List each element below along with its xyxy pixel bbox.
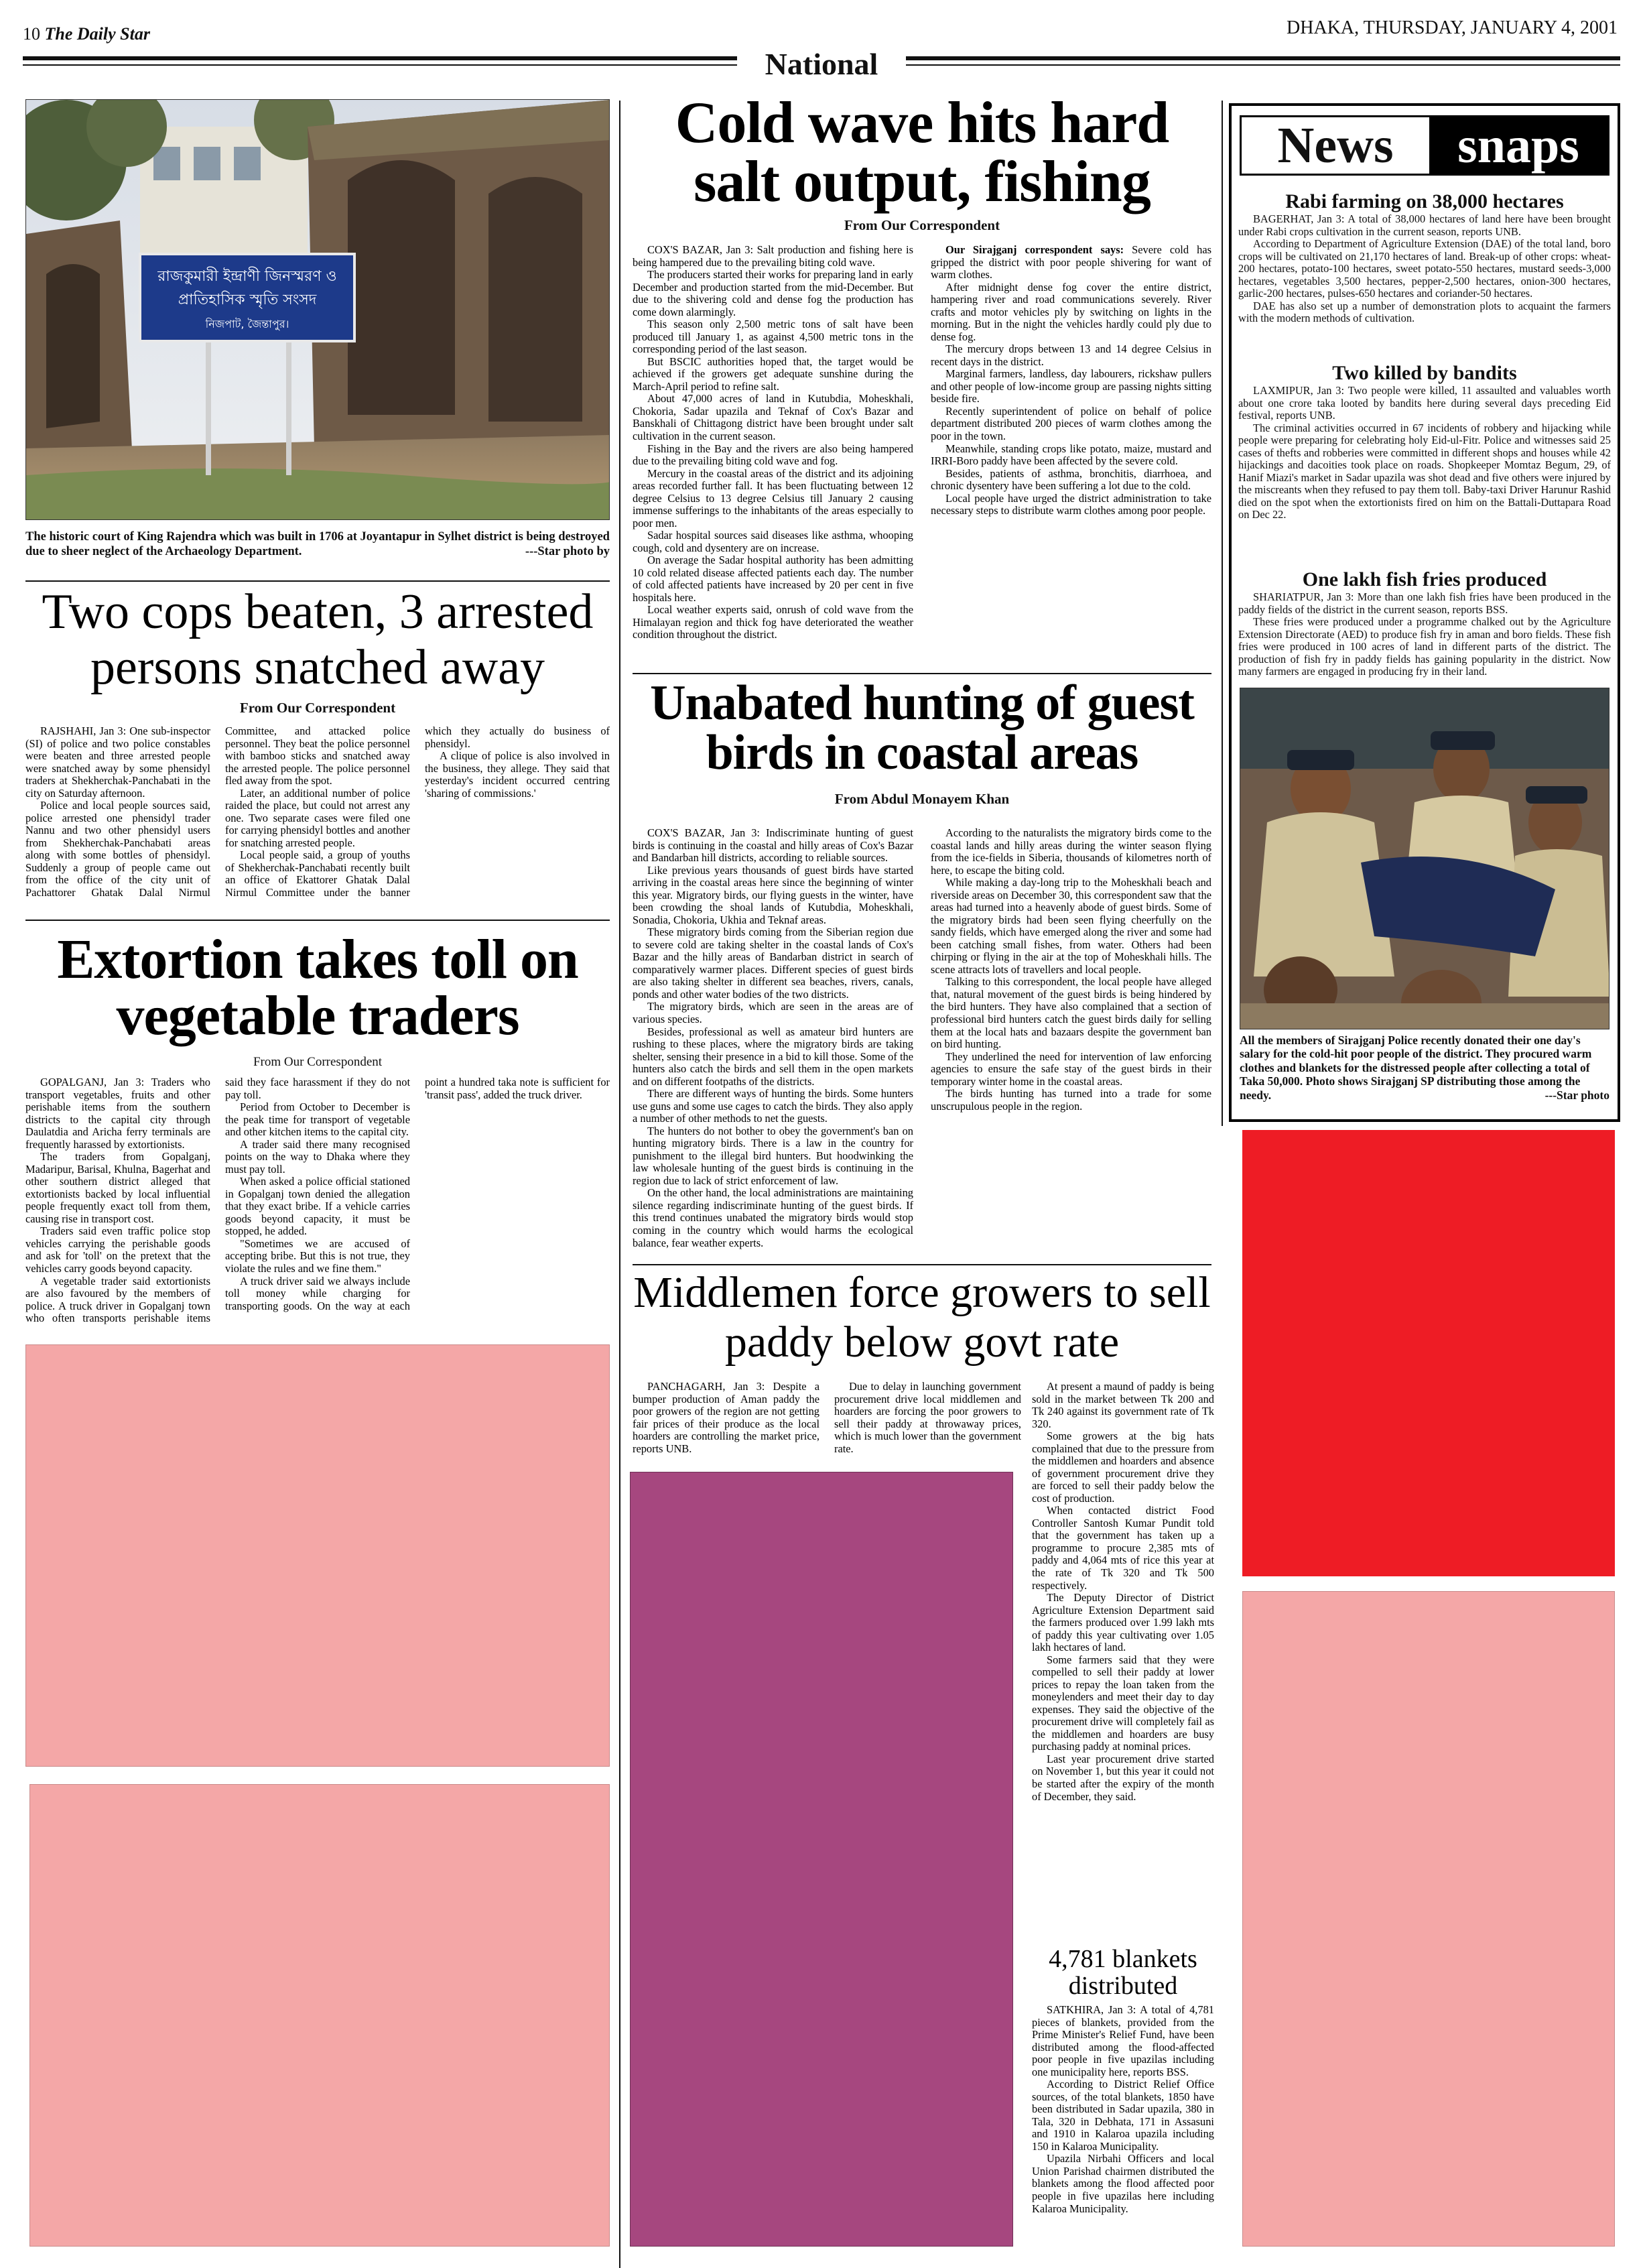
ad-block-left-top[interactable]	[25, 1344, 610, 1767]
paragraph: When asked a police official stationed in Gopalganj town denied the allegation that they exact bribe. If a vehicle carries goods beyond capacity, it must be stopped, he added.	[225, 1175, 410, 1238]
byline-birds: From Abdul Monayem Khan	[834, 791, 1010, 807]
paragraph: On the other hand, the local administrations are maintaining silence regarding indiscriminate hunting of the guest birds. If this trend continues unabated the migratory birds would stop coming in the country which would harms the ecological balance, fear weather experts.	[633, 1186, 913, 1249]
paragraph: This season only 2,500 metric tons of salt have been produced till January 1, as against 4,500 metric tons in the corresponding period of the last season.	[633, 318, 913, 356]
photo-credit: ---Star photo by	[525, 545, 610, 559]
paragraph: "Sometimes we are accused of accepting bribe. But this is not true, they violate the rules and we fine them."	[225, 1237, 410, 1275]
paragraph: But BSCIC authorities hoped that, the target would be achieved if the growers get adequate sunshine during the March-April period to refine salt.	[633, 355, 913, 393]
photo-sirajganj-police-image	[1240, 688, 1609, 1029]
paragraph: Besides, patients of asthma, bronchitis, diarrhoea, and chronic dysentery have been suffering a lot due to the cold.	[931, 466, 1211, 493]
paragraph: Besides, professional as well as amateur bird hunters are rushing to these places, where the migratory birds are taking shelter, sensing their presence in a bid to kill those. Some of the hunters also catch the birds and sell them in the open markets and on different footpaths of the districts.	[633, 1025, 913, 1088]
paragraph: Like previous years thousands of guest birds have started arriving in the coastal areas here since the beginning of winter this year. Migratory birds, our flying guests in the winter, have been crowding the shoal lands of Kutubdia, Moheskhali, Sonadia, Chokoria, Ukhia and Teknaf areas.	[633, 863, 913, 926]
snap-headline: Two killed by bandits	[1332, 362, 1517, 384]
paragraph: Due to delay in launching government procurement drive local middlemen and hoarders are forcing the poor growers to sell their paddy at throwaway prices, which is much lower than the government rate.	[834, 1381, 1021, 1455]
divider-mid-2	[633, 1264, 1211, 1265]
caption-text: The historic court of King Rajendra which was built in 1706 at Joyantapur in Sylhet district is being destroyed due to sheer neglect of the Archaeology Department.	[25, 530, 610, 559]
photo-historic-court-image	[26, 100, 610, 520]
paragraph: While making a day-long trip to the Moheskhali beach and riverside areas on December 30, this correspondent saw that the areas had turned into a heavenly abode of guest birds. Some of the migratory birds had been seen flying cheerfully on the sandy fields, which have emerged along the river and some had been catching small fishes, from water. Others had been chirping or flying in the air at the top of Moheskhali hills. The scene attracts lots of travellers and local people.	[931, 876, 1211, 976]
story-blankets-body	[1032, 2004, 1214, 2259]
paragraph: SHARIATPUR, Jan 3: More than one lakh fish fries have been produced in the paddy fields of the district in the current season, reports BSS.	[1238, 590, 1611, 616]
paragraph: Meanwhile, standing crops like potato, maize, mustard and IRRI-Boro paddy have been affected by the severe cold.	[931, 442, 1211, 468]
paragraph: A trader said there many recognised points on the way to Dhaka where they must pay toll.	[225, 1137, 410, 1176]
ad-block-magenta[interactable]	[630, 1472, 1013, 2247]
masthead: The Daily Star	[44, 24, 150, 44]
paragraph: About 47,000 acres of land in Kutubdia, Moheskhali, Chokoria, Sadar upazila and Teknaf of Cox's Bazar and Banskhali of Chittagong district have been brought under salt cultivation in the current season.	[633, 392, 913, 442]
news-snaps-title	[1240, 115, 1609, 176]
paragraph: BAGERHAT, Jan 3: A total of 38,000 hectares of land here have been brought under Rabi crops cultivation in the current season, reports UNB.	[1238, 212, 1611, 238]
paragraph: They underlined the need for intervention of law enforcing agencies to ensure the safe stay of the guest birds in their temporary winter home in the coastal areas.	[931, 1050, 1211, 1088]
paragraph: Upazila Nirbahi Officers and local Union Parishad chairmen distributed the blankets among the flood affected poor people in five upazilas here including Kalaroa Municipality.	[1032, 2152, 1214, 2215]
paragraph: The producers started their works for preparing land in early December and production started from the mid-December. But due to the shivering cold and dense fog the production has come down alarmingly.	[633, 268, 913, 318]
date-line: DHAKA, THURSDAY, JANUARY 4, 2001	[1287, 17, 1618, 38]
svg-text:প্রাতিহাসিক স্মৃতি সংসদ: প্রাতিহাসিক স্মৃতি সংসদ	[178, 292, 317, 308]
paragraph: LAXMIPUR, Jan 3: Two people were killed, 11 assaulted and valuables worth about one crore taka looted by bandits here during several days preceding Eid festival, reports UNB.	[1238, 384, 1611, 422]
paragraph: COX'S BAZAR, Jan 3: Indiscriminate hunting of guest birds is continuing in the coastal and hilly areas of Cox's Bazar and Bandarban hill districts, according to reliable sources.	[633, 827, 913, 865]
paragraph: There are different ways of hunting the birds. Some hunters use guns and some use cages to catch the birds. They also apply a number of other methods to net the guests.	[633, 1087, 913, 1125]
paragraph: COX'S BAZAR, Jan 3: Salt production and fishing here is being hampered due to the prevailing biting cold wave.	[633, 244, 913, 269]
column-divider-1	[619, 101, 620, 2268]
snap-body	[1238, 213, 1611, 325]
paragraph: Recently superintendent of police on behalf of police department distributed 200 pieces of warm clothes among the poor in the town.	[931, 404, 1211, 442]
headline-cops: Two cops beaten, 3 arrested persons snatched away	[42, 584, 594, 695]
divider-mid-1	[633, 673, 1211, 674]
paragraph: Traders said even traffic police stop vehicles carrying the perishable goods and ask for 'toll' on the pretext that the vehicles carry goods beyond capacity.	[25, 1224, 210, 1275]
paragraph: Marginal farmers, landless, day labourers, rickshaw pullers and other people of low-income group are passing nights sitting beside fire.	[931, 367, 1211, 405]
headline-extortion: Extortion takes toll on vegetable traders	[57, 928, 578, 1047]
paragraph: These migratory birds coming from the Siberian region due to severe cold are taking shelter in the coastal lands of Cox's Bazar and the hilly areas of Bandarban district in search of comparatively warmer places. Different species of guest birds are also taking shelter in different sea beaches, rivers, canals, ponds and other water bodies of the two districts.	[633, 926, 913, 1001]
byline-coldwave: From Our Correspondent	[844, 217, 1000, 233]
story-paddy-body-top	[633, 1381, 1021, 1456]
paragraph: Police and local people sources said, police arrested one phensidyl trader Nannu and two other phensidyl users from Shekherchak-Panchabati areas along with some bottles of phensidyl. Suddenly a group of people came out from the office of the city unit of Pachattorer Ghatak Dalal Nirmul Committee, and attacked police personnel. They beat the police personnel with bamboo sticks and snatched away the arrested people. The police personnel fled away from the spot.	[25, 725, 410, 899]
photo-sirajganj-caption	[1240, 1033, 1609, 1117]
paragraph: Later, an additional number of police raided the place, but could not arrest any one. Two separate cases were filed one for carrying phensidyl bottles and another for snatching arrested people.	[225, 786, 410, 849]
paragraph: The mercury drops between 13 and 14 degree Celsius in recent days in the district.	[931, 342, 1211, 368]
news-snaps-box	[1229, 103, 1620, 1122]
paragraph: Our Sirajganj correspondent says: Severe cold has gripped the district with poor people shivering for want of warm clothes.	[931, 244, 1211, 281]
photo-credit: ---Star photo	[1545, 1088, 1609, 1102]
page-number: 10	[23, 24, 40, 44]
svg-text:রাজকুমারী ইন্দ্রাণী জিনস্মরণ ও: রাজকুমারী ইন্দ্রাণী জিনস্মরণ ও	[157, 268, 337, 285]
page-number-masthead	[23, 24, 291, 47]
paragraph: SATKHIRA, Jan 3: A total of 4,781 pieces of blankets, provided from the Prime Minister's Relief Fund, have been distributed among the flood-affected poor people in five upazilas including one municipality here, reports BSS.	[1032, 2004, 1214, 2078]
story-extortion-body	[25, 1076, 610, 1330]
paragraph: These fries were produced under a programme chalked out by the Agriculture Extension Directorate (AED) to produce fish fry in aman and boro fields. These fish fries were produced in 100 acres of land in different parts of the district. The production of fish fry in paddy fields has gaining popularity in the district. Now many farmers are engaged in producing fry in their land.	[1238, 615, 1611, 678]
news-snaps-title-left: News	[1277, 117, 1394, 174]
paragraph: Talking to this correspondent, the local people have alleged that, natural movement of the guest birds is being hindered by the bird hunters. They have also complained that a section of professional bird hunters catch the guest birds daily for selling them at the local hats and bazaars despite the government ban on bird hunting.	[931, 975, 1211, 1051]
news-snaps-title-right: snaps	[1429, 117, 1607, 174]
paragraph: GOPALGANJ, Jan 3: Traders who transport vegetables, fruits and other perishable items from the southern districts to the capital city through Daulatdia and Aricha ferry terminals are frequently harassed by extortionists.	[25, 1076, 210, 1151]
ad-block-right-red[interactable]	[1242, 1130, 1615, 1576]
paragraph: The traders from Gopalganj, Madaripur, Barisal, Khulna, Bagerhat and other southern district alleged that extortionists backed by local influential people frequently exact toll from them, causing rise in transport cost.	[25, 1150, 210, 1225]
paragraph: Local weather experts said, onrush of cold wave from the Himalayan region and thick fog have deteriorated the weather condition throughout the district.	[633, 603, 913, 641]
paragraph: Local people have urged the district administration to take necessary steps to distribute warm clothes among poor people.	[931, 491, 1211, 517]
story-coldwave-body	[633, 244, 1211, 664]
paragraph: Some growers at the big hats complained that due to the pressure from the middlemen and hoarders and absence of government procurement drive they are forced to sell their paddy below the cost of production.	[1032, 1430, 1214, 1505]
photo-sirajganj-police	[1240, 688, 1609, 1029]
byline-extortion: From Our Correspondent	[253, 1055, 383, 1069]
divider-left-2	[25, 920, 610, 921]
photo-historic-court-caption	[25, 529, 610, 563]
paragraph: The Deputy Director of District Agriculture Extension Department said the farmers produced over 1.99 lakh mts of paddy this year cultivating over 1.05 lakh hectares of land.	[1032, 1591, 1214, 1654]
paragraph: DAE has also set up a number of demonstration plots to acquaint the farmers with the modern methods of cultivation.	[1238, 299, 1611, 325]
ad-block-right-pink[interactable]	[1242, 1591, 1615, 2247]
paragraph: Period from October to December is the peak time for transport of vegetable and other kitchen items to the capital city.	[225, 1100, 410, 1139]
paragraph: Some farmers said that they were compelled to sell their paddy at lower prices to repay the loan taken from the moneylenders and meet their day to day expenses. They said the objective of the procurement drive will completely fail as the middlemen and hoarders are busy purchasing paddy at nominal prices.	[1032, 1653, 1214, 1753]
headline-coldwave: Cold wave hits hard salt output, fishing	[675, 90, 1169, 214]
paragraph: Sadar hospital sources said diseases like asthma, whooping cough, cold and dysentery are on increase.	[633, 529, 913, 554]
paragraph: RAJSHAHI, Jan 3: One sub-inspector (SI) of police and two police constables were beaten and three arrested people were snatched away by some phensidyl traders at Shekherchak-Panchabati in the city on Saturday afternoon.	[25, 725, 210, 800]
paragraph: According to District Relief Office sources, of the total blankets, 1850 have been distributed in Sadar upazila, 380 in Tala, 320 in Debhata, 171 in Assasuni and 1910 in Kalaroa upazila including 150 in Kalaroa Municipality.	[1032, 2078, 1214, 2153]
svg-text:নিজপাট, জৈন্তাপুর।: নিজপাট, জৈন্তাপুর।	[205, 318, 289, 330]
paragraph: A vegetable trader said extortionists are also favoured by the members of police. A truck driver in Gopalganj town who often transports perishable items said they face harassment if they do not pay toll.	[25, 1076, 410, 1325]
caption-text: All the members of Sirajganj Police recently donated their one day's salary for the cold-hit poor people of the district. They procured warm clothes and blankets for the distressed people after collecting a total of Taka 50,000. Photo shows Sirajganj SP distributing those among the needy.	[1240, 1033, 1592, 1102]
paragraph: The birds hunting has turned into a trade for some unscrupulous people in the region.	[931, 1087, 1211, 1113]
paragraph: The migratory birds, which are seen in the areas are of various species.	[633, 1000, 913, 1025]
paragraph: On average the Sadar hospital authority has been admitting 10 cold related disease affected patients each day. The number of cold affected patients have increased by 20 per cent in five hospitals here.	[633, 554, 913, 604]
paragraph: Fishing in the Bay and the rivers are also being hampered due to the prevailing biting cold wave and fog.	[633, 442, 913, 468]
headline-birds: Unabated hunting of guest birds in coastal areas	[650, 676, 1194, 780]
paragraph: Last year procurement drive started on November 1, but this year it could not be started after the expiry of the month of December, they said.	[1032, 1752, 1214, 1803]
column-divider-2	[1222, 101, 1223, 1126]
paragraph: According to Department of Agriculture Extension (DAE) of the total land, boro crops will be cultivated on 21,170 hectares of land. Break-up of other crops: wheat-200 hectares, potato-100 hectares, sweet potato-550 hectares, mustard seeds-3,000 hectares, vegetables 3,500 hectares, pepper-2,500 hectares, onion-300 hectares, garlic-200 hectares, pulses-650 hectares and coriander-50 hectares.	[1238, 237, 1611, 300]
paragraph: Local people said, a group of youths of Shekherchak-Panchabati recently built an office of Ekattorer Ghatak Dalal Nirmul Committee under the banner which they actually do business of phensidyl.	[225, 725, 610, 899]
paragraph: At present a maund of paddy is being sold in the market between Tk 200 and Tk 240 against its government rate of Tk 320.	[1032, 1381, 1214, 1430]
paragraph: PANCHAGARH, Jan 3: Despite a bumper production of Aman paddy the poor growers of the region are not getting fair prices of their produce as the local hoarders are controlling the market price, reports UNB.	[633, 1381, 819, 1455]
photo-historic-court	[25, 99, 610, 520]
snap-headline: One lakh fish fries produced	[1302, 568, 1547, 590]
story-paddy-body-right	[1032, 1381, 1214, 1944]
snap-body	[1238, 385, 1611, 521]
paragraph: A clique of police is also involved in the business, they allege. They said that yesterday's incident occurred centring 'sharing of commissions.'	[425, 749, 610, 800]
paragraph: After midnight dense fog cover the entire district, hampering river and road communications severely. River crafts and motor vehicles ply by switching on lights in the morning. But in the night the vehicles hardly could ply due to dense fog.	[931, 280, 1211, 343]
ad-block-left-bottom[interactable]	[29, 1784, 610, 2247]
byline-cops: From Our Correspondent	[239, 700, 396, 716]
paragraph: A truck driver said we always include toll money while charging for transporting goods. On the way at each point a hundred taka note is sufficient for 'transit pass', added the truck driver.	[225, 1076, 610, 1312]
lead-in: Our Sirajganj correspondent says:	[945, 244, 1124, 256]
paragraph: Mercury in the coastal areas of the district and its adjoining areas recorded further fall. It has been fluctuating between 12 degree Celsius to 13 degree Celsius till January 2 causing immense sufferings to the inhabitants of the areas especially to poor men.	[633, 466, 913, 529]
paragraph: The criminal activities occurred in 67 incidents of robbery and hijacking while people were preparing for celebrating holy Eid-ul-Fitr. Police and witnesses said 25 cases of thefts and robberies were committed in different shops and houses while 42 hijackings and dacoities took place on roads. Shopkeeper Momtaz Begum, 29, of Hanif Miazi's market in Sadar upazila was shot dead and five others were injured by the miscreants when they refused to pay them toll. Baby-taxi Driver Harunur Rashid died on the spot when the extortionists fired on him on the Battali-Duttapara Road on Dec 22.	[1238, 421, 1611, 521]
snap-body	[1238, 591, 1611, 678]
snap-headline: Rabi farming on 38,000 hectares	[1285, 190, 1564, 212]
story-cops-body	[25, 725, 610, 906]
story-birds-body	[633, 827, 1211, 1259]
paragraph: When contacted district Food Controller Santosh Kumar Pundit told that the government has taken up a programme to procure 2,385 mts of paddy and 4,064 mts of rice this year at the rate of Tk 320 and Tk 500 respectively.	[1032, 1504, 1214, 1592]
headline-blankets: 4,781 blankets distributed	[1049, 1945, 1197, 2000]
paragraph: According to the naturalists the migratory birds come to the coastal lands and hilly areas during the winter season flying from the ice-fields in Siberia, thousands of kilometres north of here, to escape the biting cold.	[931, 827, 1211, 877]
divider-left-1	[25, 580, 610, 582]
headline-paddy: Middlemen force growers to sell paddy below govt rate	[633, 1268, 1211, 1367]
section-title: National	[737, 44, 906, 84]
paragraph: The hunters do not bother to obey the government's ban on hunting migratory birds. There is a law in the country for punishment to the illegal bird hunters. But hoodwinking the law wholesale hunting of the guest birds is continuing in the region due to lack of strict enforcement of law.	[633, 1124, 913, 1187]
